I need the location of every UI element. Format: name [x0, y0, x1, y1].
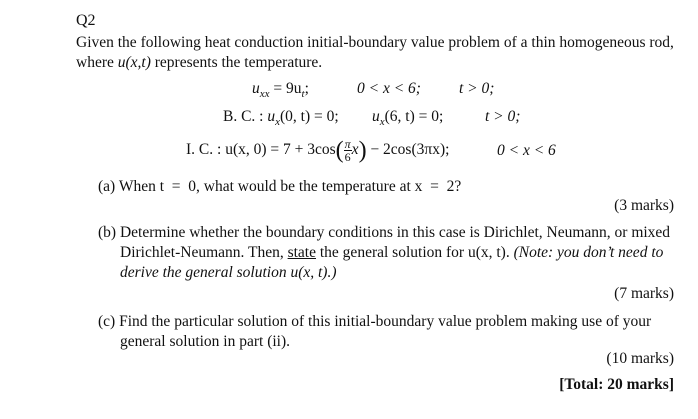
- part-c-marks: (10 marks): [606, 350, 674, 367]
- ic-fraction: [344, 138, 352, 163]
- intro-line-2: [76, 53, 674, 73]
- bc-domain-t: t > 0;: [485, 108, 521, 125]
- part-b: [98, 223, 670, 283]
- part-b-line-2: [98, 243, 670, 263]
- bc-right-sub: x: [379, 116, 385, 129]
- part-c-label: (c): [98, 313, 116, 330]
- part-b-note-1: (Note: you don’t need to: [513, 244, 664, 261]
- pde-domain-x: 0 < x < 6;: [357, 80, 421, 97]
- question-intro: [76, 33, 674, 73]
- part-b-text-line-2-pre: Dirichlet-Neumann. Then,: [120, 244, 288, 261]
- part-b-line-1: [98, 223, 670, 243]
- ic-equation: [186, 136, 449, 164]
- ic-rest: − 2cos(3πx);: [366, 141, 450, 158]
- pde-end: ;: [304, 80, 309, 97]
- intro-line-2-post: represents the temperature.: [150, 54, 323, 71]
- part-b-line-3: derive the general solution u(x, t).): [120, 264, 337, 281]
- pde-eq: = 9u: [269, 80, 302, 97]
- bc-right-equation: [372, 108, 443, 128]
- part-b-text-line-1: Determine whether the boundary conditions in this case is Dirichlet, Neumann, or mixed: [119, 224, 671, 241]
- part-c-line-2: general solution in part (ii).: [120, 333, 291, 350]
- bc-left-rest: (0, t) = 0;: [280, 108, 339, 125]
- pde-rhs-sub: t: [301, 88, 305, 101]
- bc-right: u: [372, 108, 380, 125]
- pde-equation: [252, 80, 309, 100]
- part-c-text-line-1: Find the particular solution of this initial-boundary value problem making use of your: [119, 313, 652, 330]
- ic-domain-x: 0 < x < 6: [497, 142, 556, 159]
- part-b-label: (b): [98, 224, 117, 241]
- part-b-text-line-2-post: the general solution for u(x, t).: [316, 244, 514, 261]
- ic-prefix: I. C. :: [186, 141, 226, 158]
- ic-close-paren: ): [358, 137, 367, 164]
- question-label: Q2: [76, 12, 96, 29]
- part-a-label: (a): [98, 178, 116, 195]
- part-c-line-1: [98, 312, 651, 332]
- part-a-text: When t = 0, what would be the temperature at x = 2?: [118, 178, 462, 195]
- bc-left: u: [267, 108, 276, 125]
- total-marks: [Total: 20 marks]: [559, 376, 674, 393]
- ic-after-frac: x: [351, 141, 359, 158]
- intro-line-2-pre: where: [76, 54, 118, 71]
- pde-lhs-sub: xx: [259, 88, 270, 101]
- bc-left-sub: x: [275, 116, 280, 129]
- part-b-text-underlined: state: [287, 244, 316, 261]
- bc-equation: [223, 108, 339, 128]
- bc-right-rest: (6, t) = 0;: [384, 108, 444, 125]
- part-c: [98, 312, 651, 352]
- bc-prefix: B. C. :: [223, 108, 268, 125]
- ic-frac-num: π: [344, 136, 351, 151]
- intro-line-1: Given the following heat conduction initial-boundary value problem of a thin homogeneous rod,: [76, 34, 674, 51]
- pde-domain-t: t > 0;: [459, 80, 495, 97]
- ic-open-paren: (: [335, 137, 344, 164]
- part-a: [98, 177, 461, 197]
- part-a-marks: (3 marks): [614, 197, 674, 214]
- part-b-marks: (7 marks): [614, 285, 674, 302]
- intro-line-2-var: u(x,t): [117, 54, 151, 71]
- ic-frac-den: 6: [344, 149, 351, 164]
- ic-lhs: u(x, 0) = 7 + 3cos: [225, 141, 336, 158]
- pde-lhs: u: [252, 80, 260, 97]
